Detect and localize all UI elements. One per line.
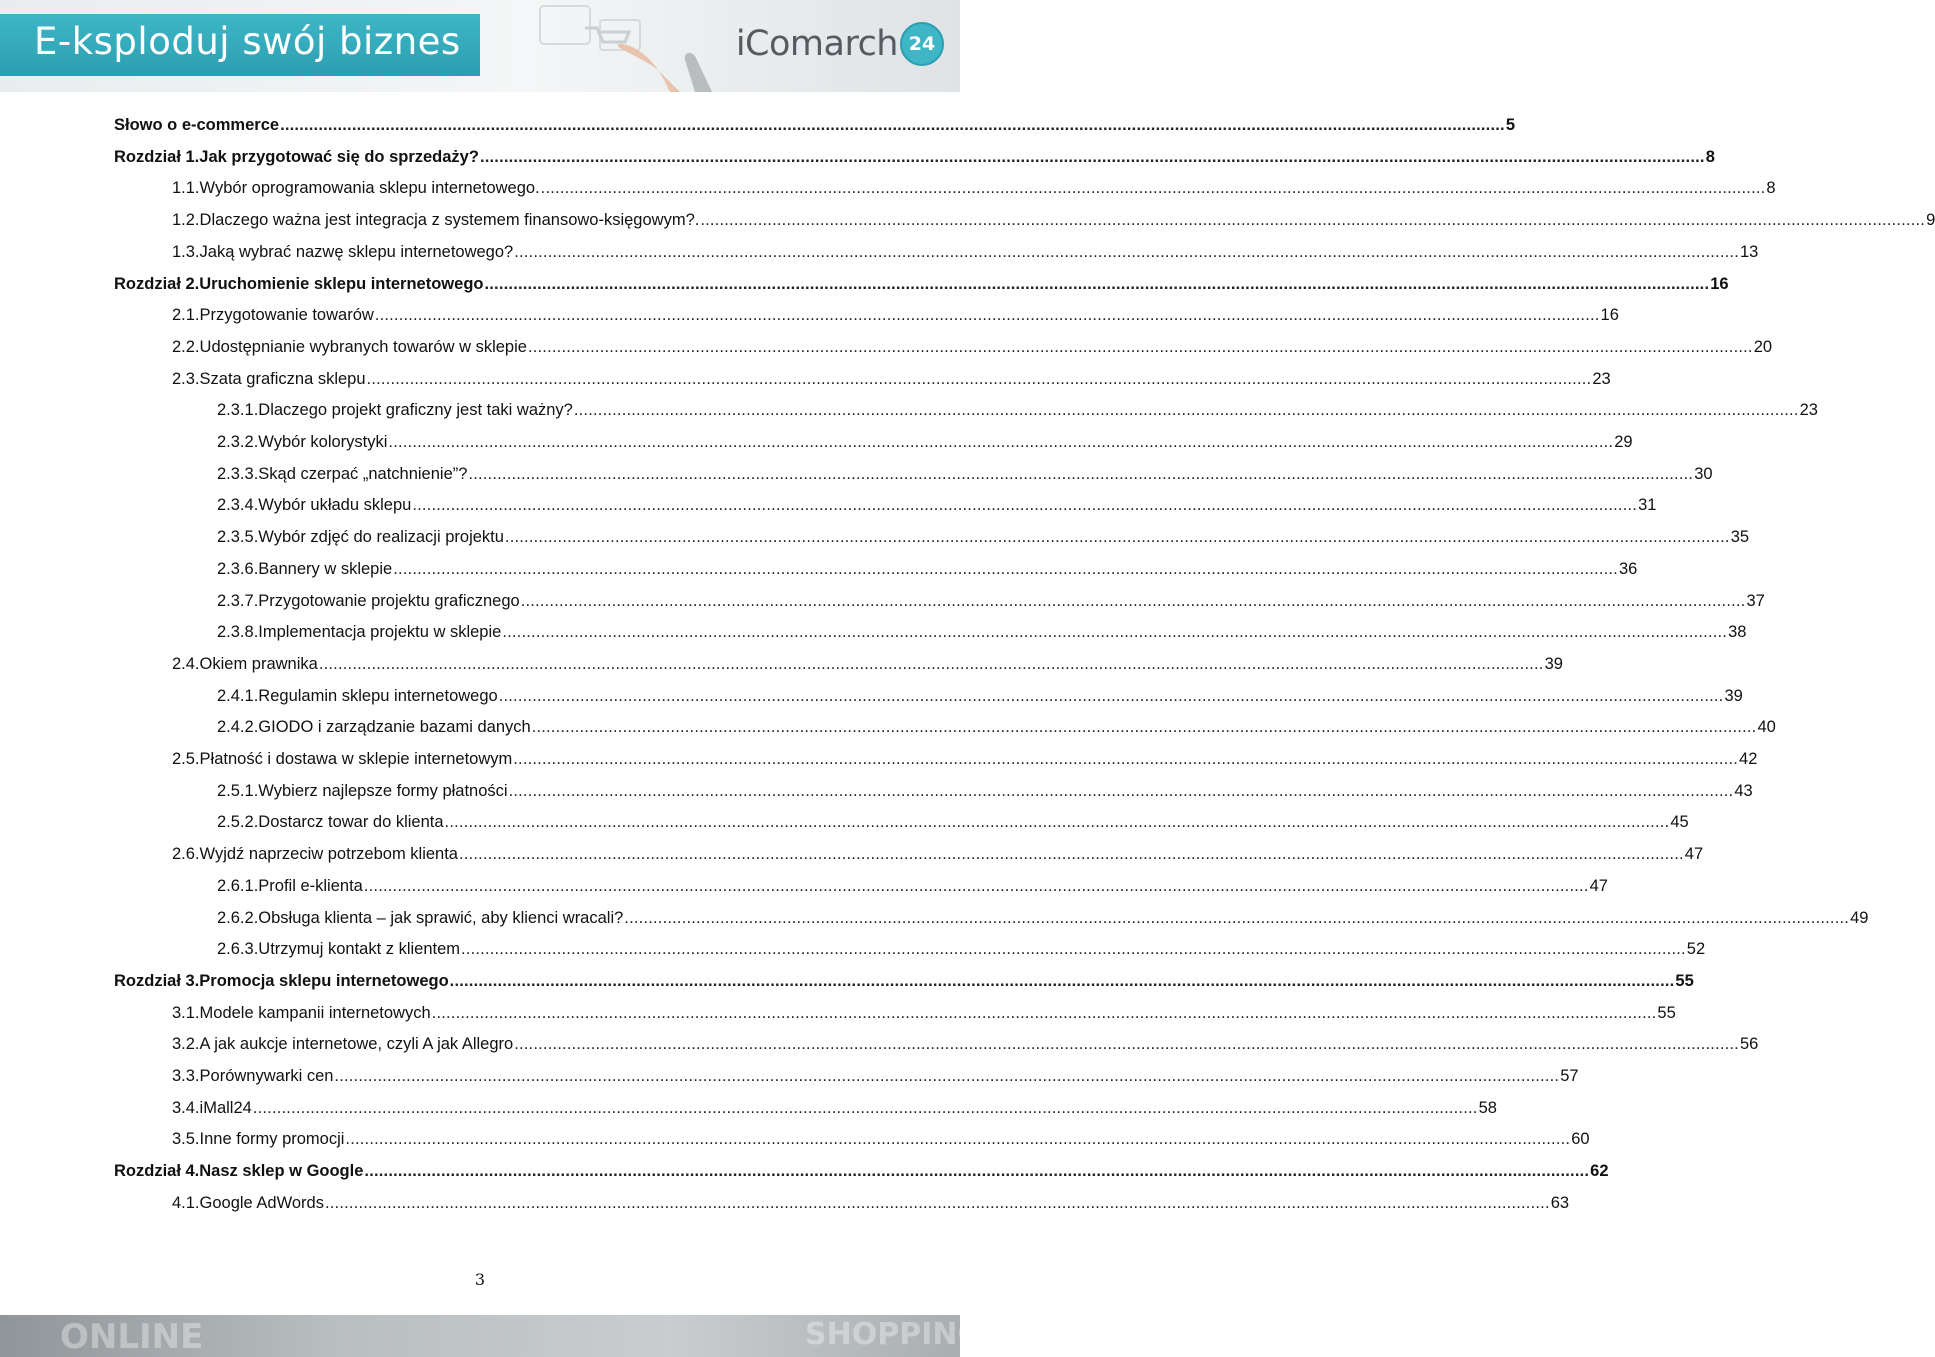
toc-entry-page: 39	[1544, 655, 1563, 673]
toc-entry-page: 45	[1670, 813, 1689, 831]
toc-entry-page: 47	[1589, 877, 1608, 895]
toc-entry-number: 3.2.	[172, 1035, 200, 1053]
toc-dot-leader	[468, 462, 1693, 486]
toc-entry-page: 30	[1694, 465, 1713, 483]
toc-entry[interactable]	[172, 652, 1563, 676]
toc-entry[interactable]	[114, 113, 1516, 137]
toc-dot-leader	[502, 620, 1727, 644]
toc-entry-title: Słowo o e-commerce	[114, 116, 280, 134]
toc-entry-number: 2.4.1.	[217, 687, 259, 705]
toc-entry-title: Promocja sklepu internetowego	[199, 972, 449, 990]
toc-entry[interactable]	[217, 937, 1706, 961]
toc-dot-leader	[253, 1096, 1478, 1120]
toc-dot-leader	[484, 272, 1709, 296]
toc-dot-leader	[375, 303, 1600, 327]
toc-entry-page: 23	[1799, 401, 1818, 419]
toc-entry[interactable]	[217, 462, 1713, 486]
toc-entry-number: 2.1.	[172, 306, 200, 324]
toc-entry-number: 2.3.2.	[217, 433, 259, 451]
toc-dot-leader	[432, 1001, 1657, 1025]
toc-entry-page: 42	[1739, 750, 1758, 768]
banner-title: E-ksploduj swój biznes	[34, 20, 461, 63]
toc-entry-title: A jak aukcje internetowe, czyli A jak Allegro	[199, 1035, 514, 1053]
toc-dot-leader	[700, 208, 1925, 232]
toc-entry-page: 57	[1560, 1067, 1579, 1085]
toc-entry-title: Utrzymuj kontakt z klientem	[258, 940, 461, 958]
toc-entry-number: 2.3.6.	[217, 560, 259, 578]
toc-dot-leader	[514, 1032, 1739, 1056]
toc-entry[interactable]	[172, 1001, 1676, 1025]
toc-entry-number: 2.3.7.	[217, 592, 259, 610]
toc-entry-page: 29	[1614, 433, 1633, 451]
toc-entry-title: Wybierz najlepsze formy płatności	[258, 782, 508, 800]
toc-entry-page: 9	[1926, 211, 1935, 229]
toc-entry-title: GIODO i zarządzanie bazami danych	[258, 718, 531, 736]
toc-entry-number: 2.2.	[172, 338, 200, 356]
toc-entry-title: Przygotowanie projektu graficznego	[258, 592, 520, 610]
toc-dot-leader	[521, 589, 1746, 613]
toc-entry-page: 58	[1478, 1099, 1497, 1117]
toc-entry[interactable]	[217, 620, 1747, 644]
toc-entry-title: Jaką wybrać nazwę sklepu internetowego?	[199, 243, 514, 261]
toc-entry-title: Wybór układu sklepu	[258, 496, 412, 514]
toc-entry-title: Regulamin sklepu internetowego	[258, 687, 498, 705]
toc-entry-number: 2.6.2.	[217, 909, 259, 927]
footer-band	[0, 1315, 983, 1357]
toc-entry-number: 2.3.5.	[217, 528, 259, 546]
toc-dot-leader	[393, 557, 1618, 581]
toc-dot-leader	[509, 779, 1734, 803]
toc-entry[interactable]	[172, 240, 1759, 264]
toc-entry-title: Skąd czerpać „natchnienie”?	[258, 465, 468, 483]
toc-entry-page: 16	[1710, 275, 1729, 293]
toc-dot-leader	[364, 874, 1589, 898]
toc-entry-number: Rozdział 1.	[114, 148, 200, 166]
toc-entry-title: Przygotowanie towarów	[199, 306, 374, 324]
toc-entry-title: Płatność i dostawa w sklepie internetowym	[199, 750, 513, 768]
toc-entry-number: 2.5.1.	[217, 782, 259, 800]
toc-entry-number: 2.6.	[172, 845, 200, 863]
toc-dot-leader	[412, 493, 1637, 517]
toc-entry-page: 16	[1600, 306, 1619, 324]
toc-dot-leader	[445, 810, 1670, 834]
toc-entry-title: Dlaczego ważna jest integracja z systemem finansowo-księgowym?.	[199, 211, 700, 229]
toc-entry-title: Dlaczego projekt graficzny jest taki ważny?	[258, 401, 573, 419]
toc-entry[interactable]	[172, 208, 1935, 232]
toc-entry[interactable]	[114, 969, 1694, 993]
toc-entry-number: Rozdział 2.	[114, 275, 200, 293]
toc-dot-leader	[280, 113, 1505, 137]
toc-entry-page: 63	[1550, 1194, 1570, 1212]
toc-entry-page: 8	[1705, 148, 1715, 166]
toc-entry[interactable]	[217, 557, 1638, 581]
toc-entry-number: 2.5.	[172, 750, 200, 768]
toc-entry-page: 20	[1753, 338, 1773, 356]
logo-badge: 24	[900, 22, 944, 66]
toc-dot-leader	[459, 842, 1684, 866]
toc-entry-number: 2.6.1.	[217, 877, 259, 895]
footer-word-shopping: SHOPPING	[805, 1317, 983, 1352]
toc-entry[interactable]	[217, 906, 1869, 930]
toc-entry-page: 23	[1592, 370, 1611, 388]
toc-entry-page: 55	[1675, 972, 1694, 990]
toc-entry-number: 2.4.2.	[217, 718, 259, 736]
toc-dot-leader	[513, 747, 1738, 771]
toc-entry[interactable]	[172, 1127, 1590, 1151]
toc-dot-leader	[388, 430, 1613, 454]
toc-entry-number: Rozdział 4.	[114, 1162, 200, 1180]
toc-entry-title: Okiem prawnika	[199, 655, 318, 673]
toc-dot-leader	[461, 937, 1686, 961]
toc-entry-number: 2.5.2.	[217, 813, 259, 831]
toc-entry[interactable]	[172, 1096, 1497, 1120]
toc-dot-leader	[480, 145, 1705, 169]
toc-entry-page: 38	[1728, 623, 1747, 641]
toc-dot-leader	[319, 652, 1544, 676]
toc-entry[interactable]	[114, 1159, 1609, 1183]
toc-entry-number: 1.1.	[172, 179, 200, 197]
toc-entry[interactable]	[217, 398, 1818, 422]
toc-entry-page: 60	[1571, 1130, 1590, 1148]
toc-entry-title: Bannery w sklepie	[258, 560, 393, 578]
toc-entry[interactable]	[217, 874, 1608, 898]
toc-entry-title: Porównywarki cen	[199, 1067, 334, 1085]
toc-dot-leader	[367, 367, 1592, 391]
toc-entry-title: Wyjdź naprzeciw potrzebom klienta	[199, 845, 458, 863]
toc-entry-title: Inne formy promocji	[199, 1130, 345, 1148]
toc-entry-page: 55	[1657, 1004, 1676, 1022]
toc-entry-number: 3.3.	[172, 1067, 200, 1085]
toc-entry[interactable]	[217, 779, 1753, 803]
toc-entry-title: Wybór kolorystyki	[258, 433, 388, 451]
toc-entry[interactable]	[114, 272, 1729, 296]
toc-entry-title: Implementacja projektu w sklepie	[258, 623, 502, 641]
logo-text: iComarch	[735, 24, 898, 64]
toc-entry-page: 36	[1618, 560, 1638, 578]
toc-entry[interactable]	[217, 493, 1657, 517]
toc-entry-number: 2.6.3.	[217, 940, 259, 958]
toc-entry[interactable]	[217, 589, 1765, 613]
toc-entry[interactable]	[217, 525, 1750, 549]
toc-entry-title: Profil e-klienta	[258, 877, 363, 895]
toc-entry-page: 5	[1505, 116, 1516, 134]
toc-entry[interactable]	[217, 715, 1776, 739]
toc-entry-number: 2.3.3.	[217, 465, 259, 483]
toc-entry-title: Wybór oprogramowania sklepu internetowego.	[199, 179, 540, 197]
toc-entry-number: 3.5.	[172, 1130, 200, 1148]
toc-entry-number: 2.3.4.	[217, 496, 259, 514]
toc-entry-title: Nasz sklep w Google	[199, 1162, 364, 1180]
toc-dot-leader	[541, 176, 1766, 200]
toc-entry-title: Jak przygotować się do sprzedaży?	[199, 148, 479, 166]
toc-entry-page: 31	[1638, 496, 1657, 514]
toc-entry-title: Obsługa klienta – jak sprawić, aby klienci wracali?	[258, 909, 624, 927]
toc-entry[interactable]	[172, 747, 1758, 771]
toc-entry-page: 56	[1739, 1035, 1759, 1053]
toc-entry-number: 1.3.	[172, 243, 200, 261]
toc-entry-title: Uruchomienie sklepu internetowego	[199, 275, 484, 293]
toc-dot-leader	[345, 1127, 1570, 1151]
toc-entry-title: iMall24	[199, 1099, 252, 1117]
toc-entry-page: 39	[1724, 687, 1743, 705]
toc-entry-page: 43	[1734, 782, 1753, 800]
toc-dot-leader	[499, 684, 1724, 708]
toc-entry[interactable]	[172, 842, 1704, 866]
toc-dot-leader	[528, 335, 1753, 359]
toc-entry[interactable]	[172, 176, 1776, 200]
toc-entry-number: 2.3.8.	[217, 623, 259, 641]
toc-entry-number: 2.4.	[172, 655, 200, 673]
toc-entry[interactable]	[172, 367, 1611, 391]
toc-dot-leader	[624, 906, 1849, 930]
toc-dot-leader	[450, 969, 1675, 993]
toc-entry[interactable]	[172, 1032, 1759, 1056]
toc-entry-title: Szata graficzna sklepu	[199, 370, 366, 388]
header-banner	[0, 0, 960, 92]
toc-entry-title: Dostarcz towar do klienta	[258, 813, 444, 831]
toc-entry-title: Modele kampanii internetowych	[199, 1004, 431, 1022]
toc-entry[interactable]	[217, 430, 1633, 454]
toc-dot-leader	[532, 715, 1757, 739]
page-number: 3	[474, 1270, 486, 1289]
toc-entry-page: 37	[1746, 592, 1765, 610]
toc-entry[interactable]	[172, 303, 1619, 327]
toc-dot-leader	[505, 525, 1730, 549]
toc-entry-title: Google AdWords	[199, 1194, 324, 1212]
footer-word-online: ONLINE	[60, 1317, 204, 1357]
icomarch24-logo	[736, 22, 944, 66]
toc-entry-page: 52	[1686, 940, 1706, 958]
toc-entry-page: 49	[1850, 909, 1869, 927]
toc-dot-leader	[325, 1191, 1550, 1215]
toc-entry-number: 2.3.1.	[217, 401, 259, 419]
toc-dot-leader	[364, 1159, 1589, 1183]
toc-entry-page: 13	[1739, 243, 1759, 261]
toc-entry-number: 1.2.	[172, 211, 200, 229]
toc-entry-number: 4.1.	[172, 1194, 200, 1212]
toc-entry[interactable]	[217, 684, 1743, 708]
toc-entry-page: 62	[1590, 1162, 1609, 1180]
toc-entry-page: 35	[1730, 528, 1750, 546]
toc-dot-leader	[514, 240, 1739, 264]
toc-entry-page: 8	[1766, 179, 1776, 197]
toc-entry-title: Wybór zdjęć do realizacji projektu	[258, 528, 504, 546]
toc-entry-number: 3.4.	[172, 1099, 200, 1117]
toc-entry-number: 2.3.	[172, 370, 200, 388]
toc-entry[interactable]	[172, 1064, 1579, 1088]
toc-entry-number: 3.1.	[172, 1004, 200, 1022]
toc-entry[interactable]	[172, 1191, 1570, 1215]
toc-entry[interactable]	[172, 335, 1773, 359]
toc-entry[interactable]	[114, 145, 1715, 169]
toc-dot-leader	[334, 1064, 1559, 1088]
toc-dot-leader	[574, 398, 1799, 422]
toc-entry-title: Udostępnianie wybranych towarów w sklepie	[199, 338, 527, 356]
toc-entry-page: 47	[1684, 845, 1704, 863]
toc-entry[interactable]	[217, 810, 1689, 834]
toc-entry-number: Rozdział 3.	[114, 972, 200, 990]
toc-entry-page: 40	[1757, 718, 1776, 736]
